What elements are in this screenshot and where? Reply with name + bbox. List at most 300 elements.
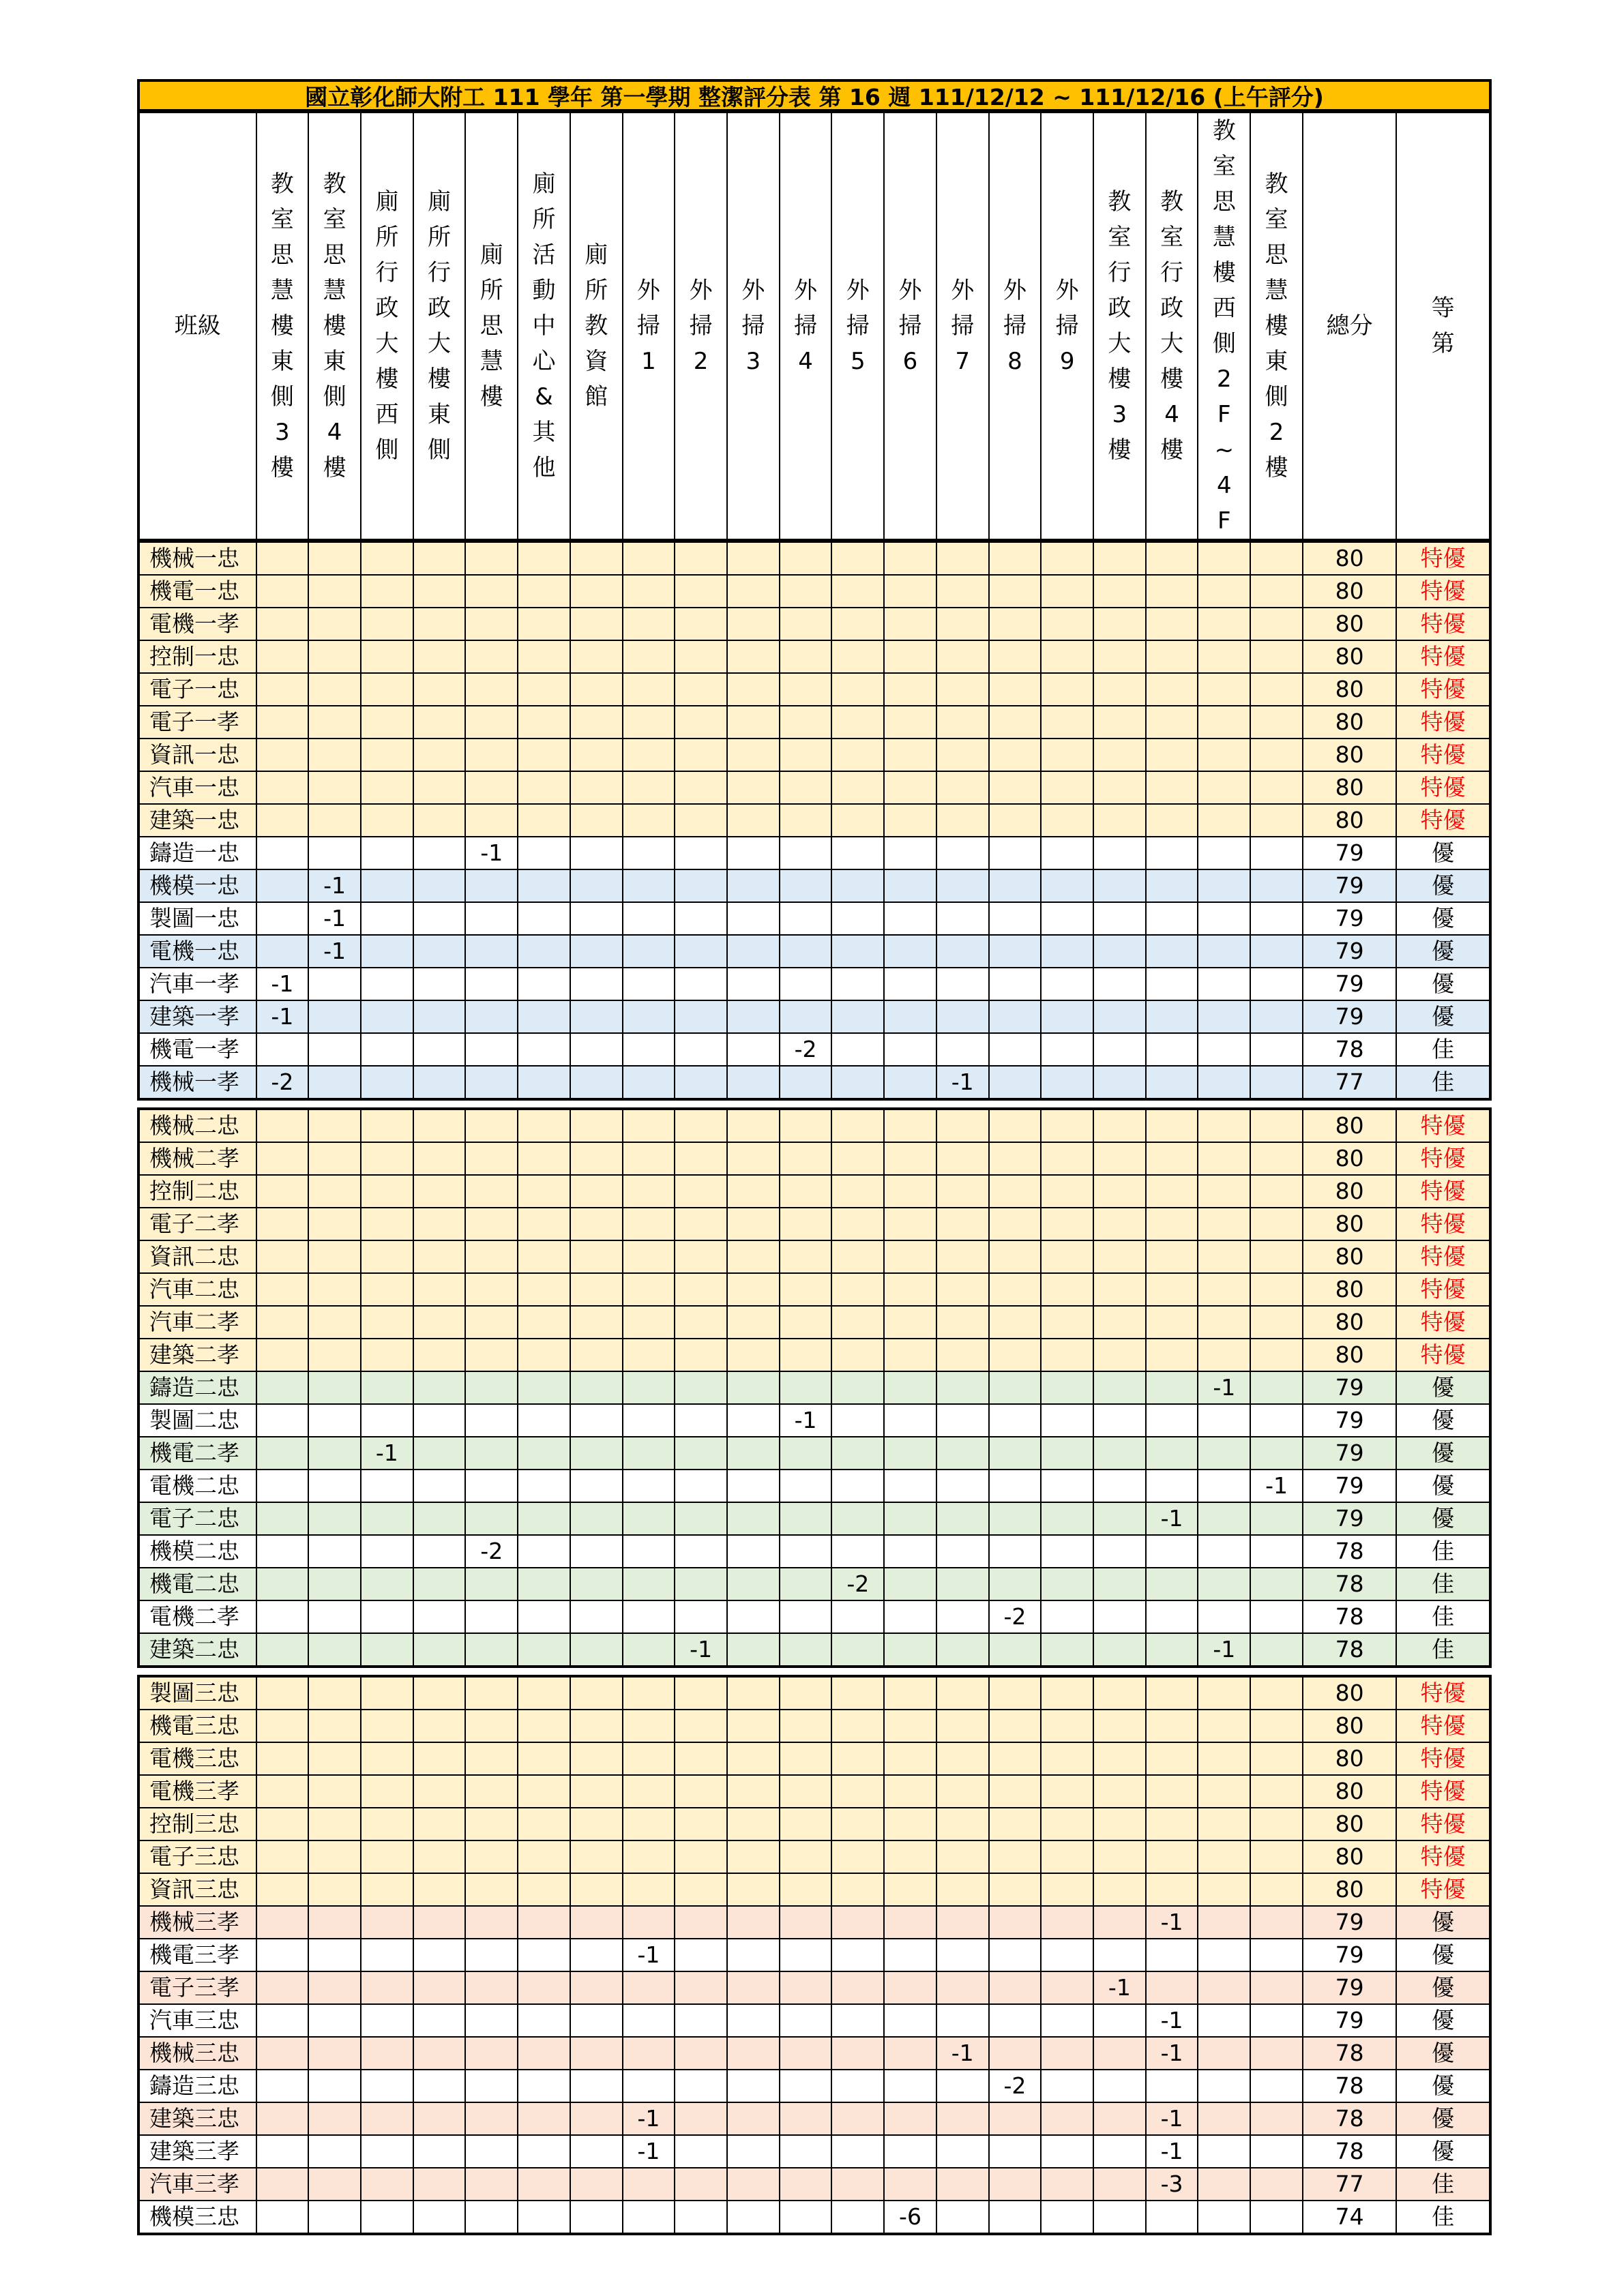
table-row	[138, 837, 1490, 869]
grade-cell: 優	[1396, 1404, 1490, 1437]
score-cell	[413, 1742, 466, 1775]
score-cell	[1250, 1109, 1303, 1142]
score-cell	[570, 2070, 623, 2102]
score-cell	[518, 1240, 570, 1273]
score-cell	[1250, 1676, 1303, 1710]
header-column-label: 外掃5	[846, 277, 870, 375]
score-cell	[1093, 1633, 1146, 1667]
header-column	[936, 113, 989, 539]
score-cell	[570, 1404, 623, 1437]
score-cell	[570, 771, 623, 804]
score-cell	[884, 2168, 936, 2201]
score-cell	[413, 968, 466, 1000]
score-cell	[308, 1404, 361, 1437]
score-cell	[1093, 1404, 1146, 1437]
header-row	[138, 113, 1490, 539]
score-cell	[256, 1502, 309, 1535]
score-cell	[780, 1906, 832, 1939]
grade-cell: 優	[1396, 1939, 1490, 1971]
score-cell	[623, 869, 675, 902]
score-cell	[465, 1971, 518, 2004]
total-cell: 80	[1303, 673, 1396, 706]
score-cell	[413, 1033, 466, 1066]
header-column	[518, 113, 570, 539]
score-cell	[361, 1535, 413, 1568]
score-cell	[361, 575, 413, 608]
grade-cell: 特優	[1396, 1840, 1490, 1873]
score-cell	[361, 1939, 413, 1971]
score-cell	[256, 869, 309, 902]
score-cell	[831, 1066, 884, 1099]
sections	[137, 540, 1492, 2235]
score-cell	[361, 837, 413, 869]
score-cell	[989, 1710, 1042, 1742]
score-cell	[361, 1600, 413, 1633]
score-cell	[1041, 1142, 1093, 1175]
score-cell	[570, 2102, 623, 2135]
score-cell	[936, 1000, 989, 1033]
score-cell	[570, 1240, 623, 1273]
score-cell	[884, 541, 936, 575]
score-cell	[1250, 2070, 1303, 2102]
grade-cell: 佳	[1396, 1600, 1490, 1633]
score-cell	[413, 1873, 466, 1906]
header-class: 班級	[138, 113, 256, 539]
score-cell	[1198, 1971, 1250, 2004]
score-cell	[675, 1971, 727, 2004]
score-cell	[780, 1568, 832, 1600]
score-cell	[780, 935, 832, 968]
score-cell	[518, 771, 570, 804]
score-cell	[1093, 837, 1146, 869]
score-cell	[570, 1840, 623, 1873]
score-cell	[780, 1437, 832, 1470]
score-cell	[780, 739, 832, 771]
score-cell	[518, 2201, 570, 2234]
score-cell	[1146, 1066, 1198, 1099]
score-cell	[308, 1742, 361, 1775]
header-column	[465, 113, 518, 539]
score-cell	[1198, 869, 1250, 902]
score-cell	[1093, 2004, 1146, 2037]
score-cell	[308, 640, 361, 673]
score-cell	[465, 1000, 518, 1033]
score-cell	[570, 1306, 623, 1339]
score-cell	[1041, 1000, 1093, 1033]
score-cell	[623, 1873, 675, 1906]
score-cell	[465, 1404, 518, 1437]
score-cell	[361, 673, 413, 706]
score-cell	[1093, 2135, 1146, 2168]
score-cell	[727, 1404, 780, 1437]
score-cell	[675, 2004, 727, 2037]
total-cell: 79	[1303, 935, 1396, 968]
score-cell	[1041, 1273, 1093, 1306]
header-column-label: 外掃4	[794, 277, 818, 375]
score-cell	[1146, 1339, 1198, 1371]
score-cell	[413, 1142, 466, 1175]
score-cell	[465, 1676, 518, 1710]
score-cell	[570, 1742, 623, 1775]
score-cell	[413, 640, 466, 673]
score-cell	[256, 1470, 309, 1502]
total-cell: 80	[1303, 1142, 1396, 1175]
score-cell	[780, 1175, 832, 1208]
table-row	[138, 1142, 1490, 1175]
score-cell: -1	[623, 2135, 675, 2168]
grade-cell: 佳	[1396, 1066, 1490, 1099]
score-cell	[361, 1175, 413, 1208]
score-cell	[1146, 1808, 1198, 1840]
score-cell	[465, 575, 518, 608]
score-cell	[1250, 1633, 1303, 1667]
score-cell	[780, 2070, 832, 2102]
score-cell	[413, 1339, 466, 1371]
score-cell: -1	[1250, 1470, 1303, 1502]
score-cell	[413, 869, 466, 902]
table-row	[138, 771, 1490, 804]
score-cell	[361, 706, 413, 739]
score-cell	[1093, 902, 1146, 935]
score-cell	[1250, 935, 1303, 968]
table-row	[138, 1840, 1490, 1873]
score-cell	[413, 1404, 466, 1437]
score-cell	[465, 1502, 518, 1535]
score-cell	[675, 1502, 727, 1535]
score-cell: -1	[936, 2037, 989, 2070]
table-row	[138, 2070, 1490, 2102]
score-cell	[989, 2168, 1042, 2201]
total-cell: 74	[1303, 2201, 1396, 2234]
score-cell	[884, 1240, 936, 1273]
score-cell	[780, 673, 832, 706]
class-name-cell: 電子三孝	[138, 1971, 256, 2004]
score-cell	[465, 869, 518, 902]
score-cell	[936, 1775, 989, 1808]
score-cell	[623, 575, 675, 608]
header-column-label: 廁所活動中心&其他	[532, 170, 556, 481]
score-cell	[308, 837, 361, 869]
score-cell	[727, 2168, 780, 2201]
score-cell	[1041, 869, 1093, 902]
total-cell: 78	[1303, 2070, 1396, 2102]
score-cell	[936, 1371, 989, 1404]
score-cell	[1250, 1502, 1303, 1535]
score-cell	[675, 771, 727, 804]
total-cell: 80	[1303, 1873, 1396, 1906]
score-cell	[1198, 1676, 1250, 1710]
score-cell	[413, 1633, 466, 1667]
score-cell	[1250, 837, 1303, 869]
score-cell	[1041, 1404, 1093, 1437]
score-cell	[1093, 541, 1146, 575]
score-cell	[308, 608, 361, 640]
score-cell	[884, 1971, 936, 2004]
class-name-cell: 電機一忠	[138, 935, 256, 968]
score-cell: -2	[989, 1600, 1042, 1633]
score-cell	[361, 739, 413, 771]
score-cell	[884, 968, 936, 1000]
class-name-cell: 電子一孝	[138, 706, 256, 739]
score-cell	[518, 1742, 570, 1775]
table-row	[138, 1633, 1490, 1667]
score-cell	[623, 2168, 675, 2201]
score-cell	[308, 2037, 361, 2070]
score-cell	[936, 1273, 989, 1306]
score-cell	[675, 968, 727, 1000]
score-cell	[884, 1142, 936, 1175]
score-cell	[989, 1568, 1042, 1600]
score-cell	[518, 1175, 570, 1208]
score-cell	[308, 2102, 361, 2135]
score-cell	[675, 1033, 727, 1066]
score-cell	[1093, 1840, 1146, 1873]
grade-cell: 優	[1396, 902, 1490, 935]
class-name-cell: 汽車二孝	[138, 1306, 256, 1339]
score-cell: -1	[623, 1939, 675, 1971]
score-cell	[884, 673, 936, 706]
score-cell	[1093, 935, 1146, 968]
grade-cell: 佳	[1396, 2201, 1490, 2234]
score-cell	[936, 1535, 989, 1568]
score-cell	[308, 1470, 361, 1502]
score-cell	[780, 2004, 832, 2037]
score-cell	[1250, 1710, 1303, 1742]
score-cell	[308, 1208, 361, 1240]
score-cell	[256, 1208, 309, 1240]
score-cell	[1250, 1840, 1303, 1873]
score-cell	[1250, 1306, 1303, 1339]
score-cell	[1198, 1109, 1250, 1142]
header-grade	[1396, 113, 1490, 539]
score-cell	[884, 2102, 936, 2135]
score-cell	[727, 1600, 780, 1633]
score-cell	[936, 541, 989, 575]
score-cell	[518, 1142, 570, 1175]
score-cell	[727, 1066, 780, 1099]
score-cell	[884, 804, 936, 837]
score-cell	[518, 1840, 570, 1873]
table-row	[138, 2135, 1490, 2168]
score-cell	[780, 1142, 832, 1175]
score-cell	[675, 1371, 727, 1404]
score-cell	[1198, 1306, 1250, 1339]
score-cell	[1093, 706, 1146, 739]
score-cell	[1250, 608, 1303, 640]
grade-cell: 特優	[1396, 1873, 1490, 1906]
score-cell	[465, 1742, 518, 1775]
header-column	[989, 113, 1042, 539]
score-cell	[831, 2168, 884, 2201]
score-cell	[361, 935, 413, 968]
score-cell	[518, 968, 570, 1000]
score-cell	[1041, 1306, 1093, 1339]
score-cell	[831, 869, 884, 902]
score-cell: -1	[1093, 1971, 1146, 2004]
score-cell	[256, 1676, 309, 1710]
score-cell	[413, 1306, 466, 1339]
class-name-cell: 機電二孝	[138, 1437, 256, 1470]
score-cell	[936, 1175, 989, 1208]
total-cell: 79	[1303, 1470, 1396, 1502]
total-cell: 79	[1303, 2004, 1396, 2037]
score-cell	[1041, 1873, 1093, 1906]
score-cell	[1198, 1437, 1250, 1470]
score-cell	[256, 902, 309, 935]
score-cell	[570, 1939, 623, 1971]
score-cell	[1250, 1000, 1303, 1033]
score-cell	[361, 1306, 413, 1339]
total-cell: 78	[1303, 2135, 1396, 2168]
score-cell	[361, 771, 413, 804]
score-cell	[675, 1240, 727, 1273]
score-cell	[570, 739, 623, 771]
score-cell	[727, 1437, 780, 1470]
score-cell	[727, 1535, 780, 1568]
score-cell	[1041, 1109, 1093, 1142]
score-cell	[256, 1142, 309, 1175]
score-cell	[1146, 1240, 1198, 1273]
score-cell	[1041, 1742, 1093, 1775]
table-row	[138, 1339, 1490, 1371]
score-cell	[623, 1437, 675, 1470]
score-cell	[1146, 2201, 1198, 2234]
score-cell	[1146, 1208, 1198, 1240]
score-cell	[518, 2102, 570, 2135]
score-cell	[1041, 1033, 1093, 1066]
score-cell	[465, 608, 518, 640]
score-cell	[884, 739, 936, 771]
score-cell	[413, 739, 466, 771]
score-cell	[884, 1502, 936, 1535]
score-cell	[518, 1066, 570, 1099]
score-cell	[465, 673, 518, 706]
score-cell	[623, 968, 675, 1000]
total-cell: 78	[1303, 1600, 1396, 1633]
score-cell	[1146, 1033, 1198, 1066]
score-cell	[361, 1633, 413, 1667]
score-cell	[989, 541, 1042, 575]
score-cell	[675, 2037, 727, 2070]
score-cell	[1146, 1371, 1198, 1404]
total-cell: 78	[1303, 1568, 1396, 1600]
score-cell	[570, 541, 623, 575]
grade-cell: 優	[1396, 1437, 1490, 1470]
score-cell	[1198, 2135, 1250, 2168]
header-column	[675, 113, 727, 539]
score-cell	[675, 1273, 727, 1306]
score-cell	[1146, 1142, 1198, 1175]
score-cell	[780, 1535, 832, 1568]
score-cell	[727, 837, 780, 869]
score-cell	[1093, 968, 1146, 1000]
class-name-cell: 電機二忠	[138, 1470, 256, 1502]
score-cell	[623, 1502, 675, 1535]
score-cell	[1146, 640, 1198, 673]
score-cell	[1198, 2168, 1250, 2201]
score-cell	[936, 1033, 989, 1066]
class-name-cell: 機械一忠	[138, 541, 256, 575]
class-name-cell: 汽車一孝	[138, 968, 256, 1000]
score-cell	[1198, 706, 1250, 739]
score-cell	[1093, 1208, 1146, 1240]
score-cell	[623, 1710, 675, 1742]
grade-cell: 特優	[1396, 1306, 1490, 1339]
score-cell	[1041, 1840, 1093, 1873]
score-cell	[936, 1568, 989, 1600]
score-cell	[1198, 1033, 1250, 1066]
grade-cell: 特優	[1396, 1175, 1490, 1208]
score-cell	[1198, 935, 1250, 968]
header-column	[623, 113, 675, 539]
grade-cell: 優	[1396, 2070, 1490, 2102]
score-cell	[989, 1142, 1042, 1175]
score-cell	[727, 1470, 780, 1502]
score-cell	[727, 575, 780, 608]
score-cell	[1041, 1339, 1093, 1371]
total-cell: 79	[1303, 1906, 1396, 1939]
score-cell	[675, 1109, 727, 1142]
score-cell	[1093, 1600, 1146, 1633]
score-cell	[675, 706, 727, 739]
score-cell	[675, 2070, 727, 2102]
header-column	[1146, 113, 1198, 539]
score-cell	[989, 1273, 1042, 1306]
class-name-cell: 電子一忠	[138, 673, 256, 706]
score-cell	[465, 2004, 518, 2037]
score-cell	[831, 1939, 884, 1971]
score-cell	[675, 541, 727, 575]
score-cell	[465, 1710, 518, 1742]
score-cell	[780, 1873, 832, 1906]
score-cell	[727, 2102, 780, 2135]
score-cell	[675, 1437, 727, 1470]
score-cell	[936, 1142, 989, 1175]
score-cell	[623, 1339, 675, 1371]
score-cell	[518, 1470, 570, 1502]
grade-cell: 優	[1396, 968, 1490, 1000]
score-cell: -2	[256, 1066, 309, 1099]
table-row	[138, 575, 1490, 608]
total-cell: 80	[1303, 541, 1396, 575]
score-cell	[1093, 1109, 1146, 1142]
class-name-cell: 控制一忠	[138, 640, 256, 673]
score-cell	[1093, 2201, 1146, 2234]
score-cell	[413, 1676, 466, 1710]
score-cell	[256, 2037, 309, 2070]
total-cell: 80	[1303, 804, 1396, 837]
score-cell	[1041, 739, 1093, 771]
header-column	[361, 113, 413, 539]
score-cell	[413, 2102, 466, 2135]
score-cell	[1198, 1742, 1250, 1775]
score-cell	[831, 1000, 884, 1033]
score-cell	[570, 2168, 623, 2201]
score-cell	[1250, 1535, 1303, 1568]
score-cell	[1250, 1808, 1303, 1840]
score-cell	[884, 902, 936, 935]
score-cell	[831, 1175, 884, 1208]
score-cell	[989, 1840, 1042, 1873]
score-cell	[1041, 2004, 1093, 2037]
score-cell: -1	[1198, 1371, 1250, 1404]
score-cell	[518, 1208, 570, 1240]
score-cell	[1146, 1600, 1198, 1633]
score-cell	[518, 804, 570, 837]
score-cell	[884, 2004, 936, 2037]
score-cell	[884, 1000, 936, 1033]
score-cell	[256, 1840, 309, 1873]
